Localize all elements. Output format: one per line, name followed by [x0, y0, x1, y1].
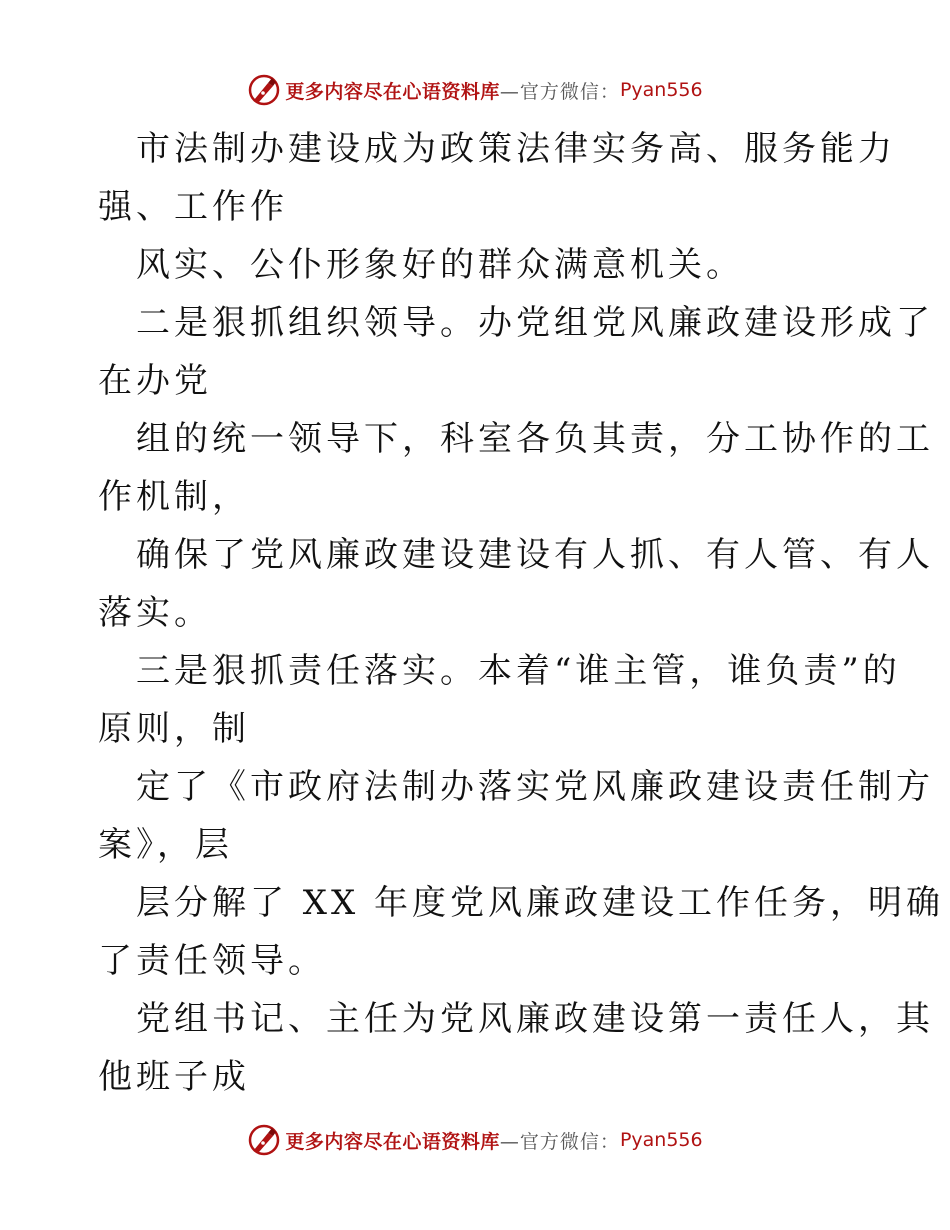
body-line: 确保了党风廉政建设建设有人抓、有人管、有人: [136, 535, 934, 575]
body-line: 强、工作作: [98, 187, 288, 227]
body-line: 定了《市政府法制办落实党风廉政建设责任制方: [136, 767, 934, 807]
body-line: 市法制办建设成为政策法律实务高、服务能力: [136, 129, 896, 169]
body-line: 案》，层: [98, 825, 233, 865]
body-line: 在办党: [98, 361, 212, 401]
header-watermark: [0, 70, 950, 110]
body-line: 原则，制: [98, 709, 250, 749]
pen-nib-logo-icon: [247, 1123, 281, 1157]
watermark-wechat-id: Pyan556: [619, 1129, 703, 1151]
watermark-site-name: 更多内容尽在心语资料库: [285, 80, 500, 103]
body-line: 组的统一领导下，科室各负其责，分工协作的工: [136, 419, 934, 459]
body-line: 落实。: [98, 593, 212, 633]
watermark-wechat-label: —官方微信：: [499, 80, 620, 103]
body-line: 作机制，: [98, 477, 250, 517]
watermark-wechat-id: Pyan556: [619, 79, 703, 101]
pen-nib-logo-icon: [247, 73, 281, 107]
document-body: [98, 120, 945, 1106]
body-line: 二是狠抓组织领导。办党组党风廉政建设形成了: [136, 303, 934, 343]
watermark-site-name: 更多内容尽在心语资料库: [285, 1130, 500, 1153]
body-line: 层分解了 XX 年度党风廉政建设工作任务，明确: [136, 883, 945, 923]
body-line: 三是狠抓责任落实。本着“谁主管，谁负责”的: [136, 651, 901, 691]
body-line: 他班子成: [98, 1057, 250, 1097]
watermark-wechat-label: —官方微信：: [499, 1130, 620, 1153]
body-line: 党组书记、主任为党风廉政建设第一责任人，其: [136, 999, 934, 1039]
footer-watermark: [0, 1120, 950, 1160]
body-line: 风实、公仆形象好的群众满意机关。: [136, 245, 744, 285]
body-line: 了责任领导。: [98, 941, 326, 981]
